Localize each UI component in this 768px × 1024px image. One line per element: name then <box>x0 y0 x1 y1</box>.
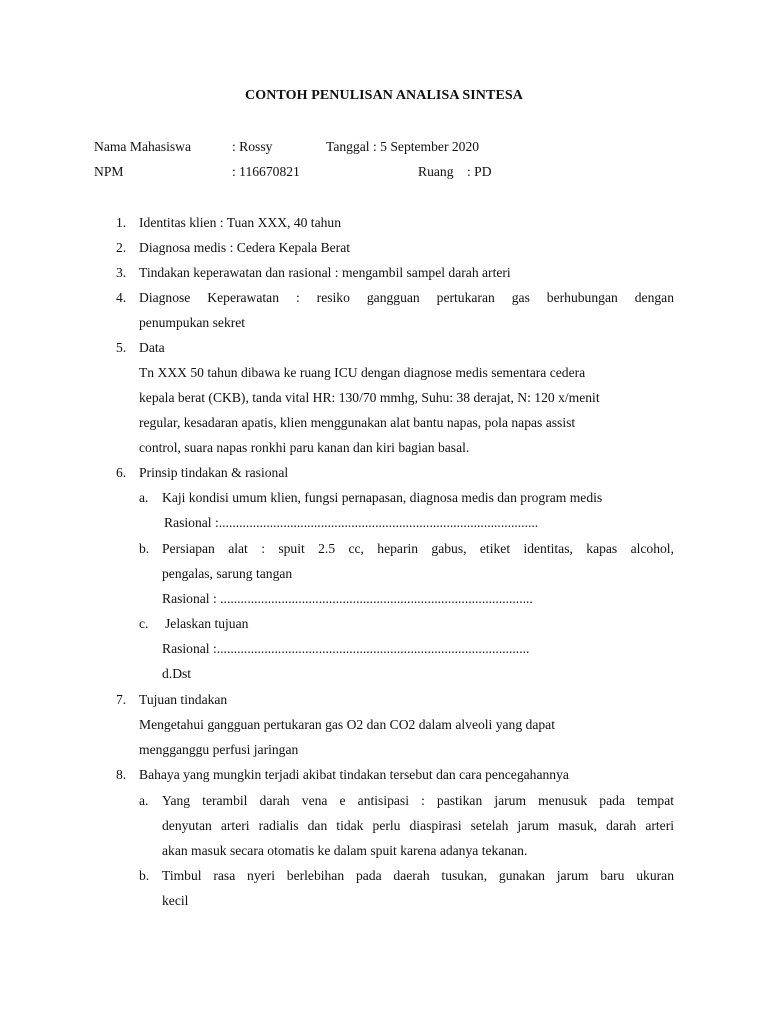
paragraph-line: Mengetahui gangguan pertukaran gas O2 dan CO2 dalam alveoli yang dapat <box>139 717 555 732</box>
subitem-letter: a. <box>139 490 149 505</box>
subitem-letter: b. <box>139 541 150 556</box>
nama-label: Nama Mahasiswa <box>94 139 192 154</box>
nama-value: : Rossy <box>232 139 273 154</box>
rasional-line: Rasional : ............................................................................................ <box>162 591 533 606</box>
page-title: CONTOH PENULISAN ANALISA SINTESA <box>245 88 523 103</box>
subitem-text: Jelaskan tujuan <box>165 616 249 631</box>
item-number: 5. <box>116 340 127 355</box>
subitem-letter: c. <box>139 616 149 631</box>
item-text: Bahaya yang mungkin terjadi akibat tindakan tersebut dan cara pencegahannya <box>139 767 569 782</box>
subitem-text: pengalas, sarung tangan <box>162 566 293 581</box>
ruang-label: Ruang <box>418 164 454 179</box>
paragraph-line: Tn XXX 50 tahun dibawa ke ruang ICU dengan diagnose medis sementara cedera <box>139 365 586 380</box>
item-number: 8. <box>116 767 127 782</box>
item-text: Data <box>139 340 165 355</box>
subitem-letter: a. <box>139 793 149 808</box>
tanggal-text: Tanggal : 5 September 2020 <box>326 139 480 154</box>
subitem-text: Timbul rasa nyeri berlebihan pada daerah tusukan, gunakan jarum baru ukuran <box>162 868 674 883</box>
subitem-text: kecil <box>162 893 189 908</box>
item-text: Diagnosa medis : Cedera Kepala Berat <box>139 240 351 255</box>
paragraph-line: kepala berat (CKB), tanda vital HR: 130/70 mmhg, Suhu: 38 derajat, N: 120 x/menit <box>139 390 600 405</box>
rasional-line: Rasional :.............................................................................................. <box>164 515 539 530</box>
item-text: Identitas klien : Tuan XXX, 40 tahun <box>139 215 342 230</box>
item-text: penumpukan sekret <box>139 315 246 330</box>
item-text: Tujuan tindakan <box>139 692 228 707</box>
item-number: 1. <box>116 215 127 230</box>
subitem-text: Kaji kondisi umum klien, fungsi pernapasan, diagnosa medis dan program medis <box>162 490 603 505</box>
subitem-text: akan masuk secara otomatis ke dalam spuit karena adanya tekanan. <box>162 843 528 858</box>
item-text: Tindakan keperawatan dan rasional : mengambil sampel darah arteri <box>139 265 511 280</box>
ruang-value: : PD <box>467 164 492 179</box>
npm-value: : 116670821 <box>232 164 300 179</box>
rasional-line: Rasional :............................................................................................ <box>162 641 530 656</box>
paragraph-line: regular, kesadaran apatis, klien menggunakan alat bantu napas, pola napas assist <box>139 415 576 430</box>
subitem-letter: b. <box>139 868 150 883</box>
npm-label: NPM <box>94 164 124 179</box>
item-text: Prinsip tindakan & rasional <box>139 465 289 480</box>
subitem-text: Persiapan alat : spuit 2.5 cc, heparin gabus, etiket identitas, kapas alcohol, <box>162 541 674 556</box>
subitem-text: Yang terambil darah vena e antisipasi : pastikan jarum menusuk pada tempat <box>162 793 674 808</box>
subitem-text: denyutan arteri radialis dan tidak perlu diaspirasi setelah jarum masuk, darah arteri <box>162 818 674 833</box>
item-number: 6. <box>116 465 127 480</box>
paragraph-line: control, suara napas ronkhi paru kanan dan kiri bagian basal. <box>139 440 470 455</box>
subitem-text: d.Dst <box>162 666 192 681</box>
paragraph-line: mengganggu perfusi jaringan <box>139 742 299 757</box>
item-number: 7. <box>116 692 127 707</box>
item-text: Diagnose Keperawatan : resiko gangguan pertukaran gas berhubungan dengan <box>139 290 674 305</box>
item-number: 4. <box>116 290 127 305</box>
item-number: 3. <box>116 265 127 280</box>
item-number: 2. <box>116 240 127 255</box>
